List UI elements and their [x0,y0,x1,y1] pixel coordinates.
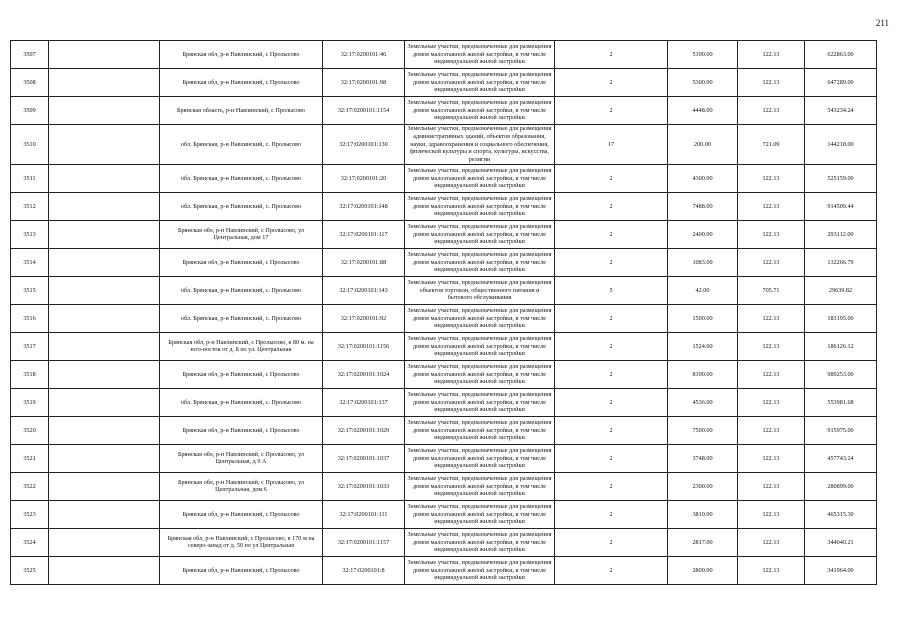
group-code-cell: 2 [555,388,668,416]
cadastral-value-cell: 186126.12 [805,332,877,360]
page-number: 211 [875,18,889,28]
specific-value-cell: 122.13 [738,500,805,528]
table-row [11,332,877,360]
empty-cell [49,500,160,528]
row-number-cell: 3513 [11,220,49,248]
table-row [11,97,877,125]
group-code-cell: 2 [555,304,668,332]
group-code-cell: 2 [555,69,668,97]
address-cell: обл. Брянская, р-н Навлинский, с. Пролысово [160,388,323,416]
specific-value-cell: 122.13 [738,360,805,388]
table-row [11,248,877,276]
cadastral-number-cell: 32:17:0200101:88 [323,248,405,276]
address-cell: Брянская обл, р-н Навлинский, с Пролысово [160,500,323,528]
row-number-cell: 3524 [11,528,49,556]
cadastral-number-cell: 32:17:0200101:143 [323,276,405,304]
permitted-use-cell: Земельные участки, предназначенные для размещения объектов торговли, общественного питания и бытового обслуживания [405,276,555,304]
empty-cell [49,528,160,556]
empty-cell [49,125,160,165]
address-cell: обл. Брянская, р-н Навлинский, с. Пролысово [160,192,323,220]
empty-cell [49,164,160,192]
empty-cell [49,556,160,584]
cadastral-value-cell: 344040.21 [805,528,877,556]
address-cell: Брянская обл, р-н Навлинский, с Пролысово [160,41,323,69]
permitted-use-cell: Земельные участки, предназначенные для размещения домов малоэтажной жилой застройки, в том числе индивидуальной жилой застройки [405,500,555,528]
specific-value-cell: 122.13 [738,472,805,500]
address-cell: Брянская обл, р-н Навлинский, с Пролысово [160,69,323,97]
permitted-use-cell: Земельные участки, предназначенные для размещения домов малоэтажной жилой застройки, в том числе индивидуальной жилой застройки [405,304,555,332]
group-code-cell: 2 [555,444,668,472]
empty-cell [49,416,160,444]
permitted-use-cell: Земельные участки, предназначенные для размещения домов малоэтажной жилой застройки, в том числе индивидуальной жилой застройки [405,556,555,584]
row-number-cell: 3508 [11,69,49,97]
table-row [11,125,877,165]
cadastral-number-cell: 32:17:0200101:117 [323,220,405,248]
empty-cell [49,97,160,125]
row-number-cell: 3516 [11,304,49,332]
row-number-cell: 3522 [11,472,49,500]
row-number-cell: 3525 [11,556,49,584]
cadastral-value-cell: 553981.68 [805,388,877,416]
cadastral-value-cell: 341964.00 [805,556,877,584]
group-code-cell: 17 [555,125,668,165]
cadastral-number-cell: 32:17:0200101:1154 [323,97,405,125]
address-cell: Брянская обл, р-н Навлинский, с Пролысово, ул Центральная, дом 17 [160,220,323,248]
specific-value-cell: 122.13 [738,97,805,125]
area-cell: 7500.00 [668,416,738,444]
cadastral-value-cell: 543234.24 [805,97,877,125]
row-number-cell: 3517 [11,332,49,360]
specific-value-cell: 122.13 [738,69,805,97]
group-code-cell: 2 [555,528,668,556]
row-number-cell: 3507 [11,41,49,69]
group-code-cell: 2 [555,192,668,220]
area-cell: 3810.00 [668,500,738,528]
address-cell: Брянская обл, р-н Навлинский, с Пролысово [160,556,323,584]
area-cell: 7488.00 [668,192,738,220]
cadastral-value-cell: 183195.00 [805,304,877,332]
permitted-use-cell: Земельные участки, предназначенные для размещения домов малоэтажной жилой застройки, в том числе индивидуальной жилой застройки [405,360,555,388]
table-row [11,500,877,528]
empty-cell [49,304,160,332]
cadastral-number-cell: 32:17:0200101:111 [323,500,405,528]
table-row [11,444,877,472]
group-code-cell: 2 [555,500,668,528]
cadastral-number-cell: 32:17:0200101:1033 [323,472,405,500]
specific-value-cell: 721.09 [738,125,805,165]
cadastral-value-cell: 915975.00 [805,416,877,444]
address-cell: обл. Брянская, р-н Навлинский, с. Пролысово [160,125,323,165]
group-code-cell: 2 [555,360,668,388]
specific-value-cell: 122.13 [738,332,805,360]
cadastral-number-cell: 32:17:0200101:20 [323,164,405,192]
permitted-use-cell: Земельные участки, предназначенные для размещения домов малоэтажной жилой застройки, в том числе индивидуальной жилой застройки [405,192,555,220]
area-cell: 2300.00 [668,472,738,500]
area-cell: 5300.00 [668,69,738,97]
table-row [11,528,877,556]
cadastral-value-cell: 280899.00 [805,472,877,500]
cadastral-number-cell: 32:17:0200101:46 [323,41,405,69]
empty-cell [49,248,160,276]
empty-cell [49,472,160,500]
address-cell: Брянская обл, р-н Навлинский, с Пролысово, в 170 м на северо-запад от д. 50 по ул Центральная [160,528,323,556]
permitted-use-cell: Земельные участки, предназначенные для размещения домов малоэтажной жилой застройки, в том числе индивидуальной жилой застройки [405,164,555,192]
cadastral-value-cell: 457743.24 [805,444,877,472]
empty-cell [49,69,160,97]
cadastral-number-cell: 32:17:0200101:148 [323,192,405,220]
area-cell: 1500.00 [668,304,738,332]
empty-cell [49,192,160,220]
specific-value-cell: 122.13 [738,41,805,69]
land-registry-table [10,40,877,585]
empty-cell [49,220,160,248]
specific-value-cell: 122.13 [738,220,805,248]
cadastral-value-cell: 144218.00 [805,125,877,165]
row-number-cell: 3512 [11,192,49,220]
permitted-use-cell: Земельные участки, предназначенные для размещения домов малоэтажной жилой застройки, в том числе индивидуальной жилой застройки [405,388,555,416]
address-cell: Брянская обл, р-н Навлинский, с Пролысово [160,360,323,388]
table-row [11,360,877,388]
cadastral-number-cell: 32:17:0200101:1037 [323,444,405,472]
area-cell: 1524.00 [668,332,738,360]
area-cell: 2400.00 [668,220,738,248]
table-row [11,220,877,248]
cadastral-value-cell: 293112.00 [805,220,877,248]
specific-value-cell: 122.13 [738,248,805,276]
area-cell: 4300.00 [668,164,738,192]
row-number-cell: 3523 [11,500,49,528]
specific-value-cell: 122.13 [738,192,805,220]
table-row [11,192,877,220]
address-cell: Брянская обл, р-н Навлинский, с Пролысово, ул Центральная, д 9 А [160,444,323,472]
permitted-use-cell: Земельные участки, предназначенные для размещения домов малоэтажной жилой застройки, в том числе индивидуальной жилой застройки [405,472,555,500]
table-row [11,164,877,192]
cadastral-value-cell: 525159.00 [805,164,877,192]
area-cell: 4536.00 [668,388,738,416]
specific-value-cell: 122.13 [738,164,805,192]
table-row [11,388,877,416]
address-cell: обл. Брянская, р-н Навлинский, с. Пролысово [160,164,323,192]
cadastral-number-cell: 32:17:0200101:1157 [323,528,405,556]
cadastral-number-cell: 32:17:0200101:8 [323,556,405,584]
specific-value-cell: 705.71 [738,276,805,304]
address-cell: Брянская обл, р-н Навлинский, с Пролысово, в 80 м. на юго-восток от д. 8 по ул. Центральная [160,332,323,360]
specific-value-cell: 122.13 [738,304,805,332]
permitted-use-cell: Земельные участки, предназначенные для размещения домов малоэтажной жилой застройки, в том числе индивидуальной жилой застройки [405,41,555,69]
cadastral-number-cell: 32:17:0200101:92 [323,304,405,332]
area-cell: 8100.00 [668,360,738,388]
permitted-use-cell: Земельные участки, предназначенные для размещения домов малоэтажной жилой застройки, в том числе индивидуальной жилой застройки [405,444,555,472]
table-row [11,556,877,584]
cadastral-value-cell: 132266.79 [805,248,877,276]
specific-value-cell: 122.13 [738,444,805,472]
row-number-cell: 3515 [11,276,49,304]
group-code-cell: 2 [555,416,668,444]
empty-cell [49,444,160,472]
table-row [11,416,877,444]
area-cell: 1083.00 [668,248,738,276]
cadastral-value-cell: 29639.82 [805,276,877,304]
address-cell: Брянская обл, р-н Навлинский, с Пролысово, ул Центральная, дом 6 [160,472,323,500]
permitted-use-cell: Земельные участки, предназначенные для размещения домов малоэтажной жилой застройки, в том числе индивидуальной жилой застройки [405,248,555,276]
cadastral-value-cell: 465315.30 [805,500,877,528]
empty-cell [49,276,160,304]
table-row [11,304,877,332]
address-cell: Брянская обл, р-н Навлинский, с Пролысово [160,416,323,444]
area-cell: 2800.00 [668,556,738,584]
empty-cell [49,360,160,388]
row-number-cell: 3521 [11,444,49,472]
table-row [11,41,877,69]
group-code-cell: 2 [555,164,668,192]
row-number-cell: 3514 [11,248,49,276]
table-row [11,472,877,500]
cadastral-number-cell: 32:17:0200101:1029 [323,416,405,444]
empty-cell [49,332,160,360]
specific-value-cell: 122.13 [738,416,805,444]
area-cell: 200.00 [668,125,738,165]
cadastral-value-cell: 647289.00 [805,69,877,97]
area-cell: 4448.00 [668,97,738,125]
address-cell: обл. Брянская, р-н Навлинский, с. Пролысово [160,304,323,332]
group-code-cell: 2 [555,472,668,500]
group-code-cell: 2 [555,556,668,584]
cadastral-number-cell: 32:17:0200101:130 [323,125,405,165]
group-code-cell: 2 [555,41,668,69]
permitted-use-cell: Земельные участки, предназначенные для размещения домов малоэтажной жилой застройки, в том числе индивидуальной жилой застройки [405,220,555,248]
permitted-use-cell: Земельные участки, предназначенные для размещения домов малоэтажной жилой застройки, в том числе индивидуальной жилой застройки [405,528,555,556]
row-number-cell: 3509 [11,97,49,125]
area-cell: 2817.00 [668,528,738,556]
area-cell: 5100.00 [668,41,738,69]
address-cell: Брянская обл, р-н Навлинский, с Пролысово [160,248,323,276]
permitted-use-cell: Земельные участки, предназначенные для размещения домов малоэтажной жилой застройки, в том числе индивидуальной жилой застройки [405,416,555,444]
empty-cell [49,41,160,69]
table-body [11,41,877,585]
cadastral-number-cell: 32:17:0200101:98 [323,69,405,97]
area-cell: 3748.00 [668,444,738,472]
cadastral-value-cell: 989253.00 [805,360,877,388]
permitted-use-cell: Земельные участки, предназначенные для размещения домов малоэтажной жилой застройки, в том числе индивидуальной жилой застройки [405,332,555,360]
cadastral-number-cell: 32:17:0200101:1156 [323,332,405,360]
cadastral-value-cell: 622863.00 [805,41,877,69]
address-cell: обл. Брянская, р-н Навлинский, с. Пролысово [160,276,323,304]
group-code-cell: 2 [555,220,668,248]
table-row [11,276,877,304]
group-code-cell: 2 [555,332,668,360]
cadastral-number-cell: 32:17:0200101:137 [323,388,405,416]
group-code-cell: 5 [555,276,668,304]
group-code-cell: 2 [555,248,668,276]
row-number-cell: 3511 [11,164,49,192]
specific-value-cell: 122.13 [738,388,805,416]
specific-value-cell: 122.13 [738,556,805,584]
cadastral-number-cell: 32:17:0200101:1024 [323,360,405,388]
table-row [11,69,877,97]
cadastral-value-cell: 914509.44 [805,192,877,220]
row-number-cell: 3520 [11,416,49,444]
address-cell: Брянская область, р-н Навлинский, с Пролысово [160,97,323,125]
row-number-cell: 3519 [11,388,49,416]
permitted-use-cell: Земельные участки, предназначенные для размещения административных зданий, объектов образования, науки, здравоохранения и социального обеспечения, физической культуры и спорта, культуры, искусства, религии [405,125,555,165]
permitted-use-cell: Земельные участки, предназначенные для размещения домов малоэтажной жилой застройки, в том числе индивидуальной жилой застройки [405,97,555,125]
specific-value-cell: 122.13 [738,528,805,556]
permitted-use-cell: Земельные участки, предназначенные для размещения домов малоэтажной жилой застройки, в том числе индивидуальной жилой застройки [405,69,555,97]
row-number-cell: 3510 [11,125,49,165]
area-cell: 42.00 [668,276,738,304]
empty-cell [49,388,160,416]
group-code-cell: 2 [555,97,668,125]
row-number-cell: 3518 [11,360,49,388]
